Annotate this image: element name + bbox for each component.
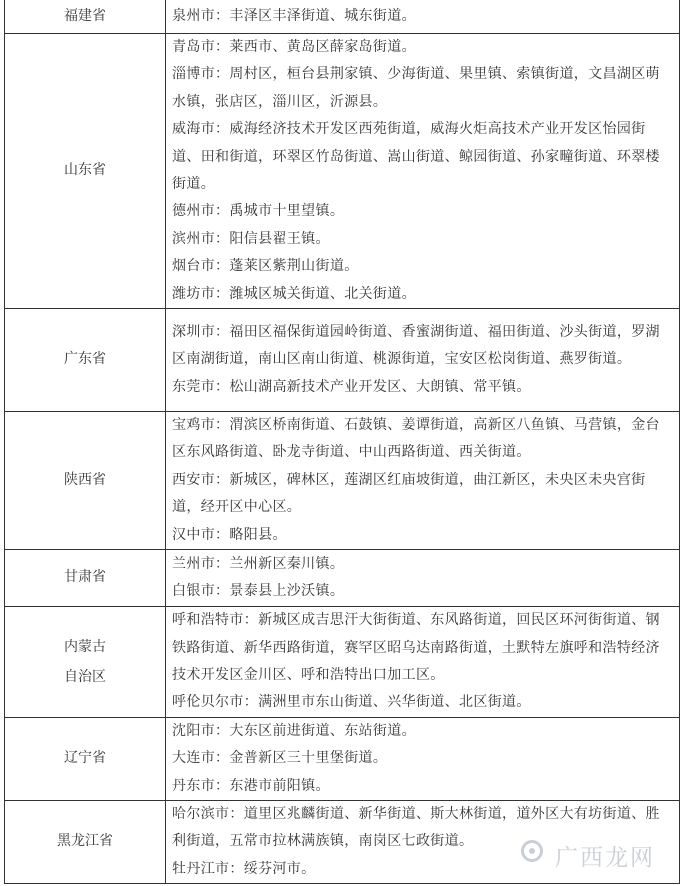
province-name: 福建省 — [64, 7, 106, 24]
table-row — [5, 309, 680, 412]
province-cell — [5, 0, 166, 34]
logo-icon — [521, 840, 543, 862]
content-cell: 呼和浩特市：新城区成吉思汗大街街道、东风路街道，回民区环河街街道、钢铁路街道、新华西路街道，赛罕区昭乌达南路街道，土默特左旗呼和浩特经济技术开发区金川区、呼和浩特出口加工区。 呼伦贝尔市：满洲里市东山街道、兴华街道、北区街道。 — [166, 607, 680, 718]
province-cell — [5, 717, 166, 800]
table-row — [5, 34, 680, 309]
table-row — [5, 0, 680, 34]
province-name-line: 自治区 — [64, 668, 106, 685]
content-cell: 青岛市：莱西市、黄岛区薛家岛街道。 淄博市：周村区，桓台县荆家镇、少海街道、果里镇、索镇街道，文昌湖区萌水镇，张店区，淄川区，沂源县。 威海市：威海经济技术开发区西苑街道，威海火炬高技术产业开发区怡园街道、田和街道，环翠区竹岛街道、嵩山街道、鲸园街道、孙家疃街道、环翠楼街道。 德州市：禹城市十里望镇。 滨州市：阳信县翟王镇。 烟台市：蓬莱区紫荆山街道。 潍坊市：潍城区城关街道、北关街道。 — [166, 34, 680, 309]
table-row — [5, 412, 680, 550]
content-cell: 宝鸡市：渭滨区桥南街道、石鼓镇、姜谭街道，高新区八鱼镇、马营镇，金台区东风路街道、卧龙寺街道、中山西路街道、西关街道。 西安市：新城区，碑林区，莲湖区红庙坡街道，曲江新区，未央区未央宫街道，经开区中心区。 汉中市：略阳县。 — [166, 412, 680, 550]
province-name: 山东省 — [64, 162, 106, 179]
table-row — [5, 717, 680, 800]
province-name: 陕西省 — [64, 471, 106, 488]
watermark — [555, 839, 655, 872]
province-cell — [5, 800, 166, 883]
content-cell: 泉州市：丰泽区丰泽街道、城东街道。 — [166, 0, 680, 34]
province-name: 甘肃省 — [64, 569, 106, 586]
content-cell: 兰州市：兰州新区秦川镇。 白银市：景泰县上沙沃镇。 — [166, 550, 680, 607]
province-cell — [5, 550, 166, 607]
table-row — [5, 607, 680, 718]
province-cell — [5, 412, 166, 550]
watermark-text: 广西龙网 — [555, 845, 655, 871]
content-cell: 沈阳市：大东区前进街道、东站街道。 大连市：金普新区三十里堡街道。 丹东市：东港市前阳镇。 — [166, 717, 680, 800]
province-cell — [5, 607, 166, 718]
province-name-line: 内蒙古 — [64, 638, 106, 655]
province-name: 黑龙江省 — [57, 833, 113, 850]
table-row — [5, 550, 680, 607]
region-table — [4, 0, 680, 884]
content-cell: 哈尔滨市：道里区兆麟街道、新华街道、斯大林街道，道外区大有坊街道、胜利街道，五常市拉林满族镇，南岗区七政街道。 牡丹江市：绥芬河市。 — [166, 800, 680, 883]
content-cell: 深圳市：福田区福保街道园岭街道、香蜜湖街道、福田街道、沙头街道，罗湖区南湖街道，南山区南山街道、桃源街道，宝安区松岗街道、燕罗街道。 东莞市：松山湖高新技术产业开发区、大朗镇、常平镇。 — [166, 309, 680, 412]
province-name: 广东省 — [64, 351, 106, 368]
province-cell — [5, 34, 166, 309]
province-cell — [5, 309, 166, 412]
province-name: 辽宁省 — [64, 750, 106, 767]
